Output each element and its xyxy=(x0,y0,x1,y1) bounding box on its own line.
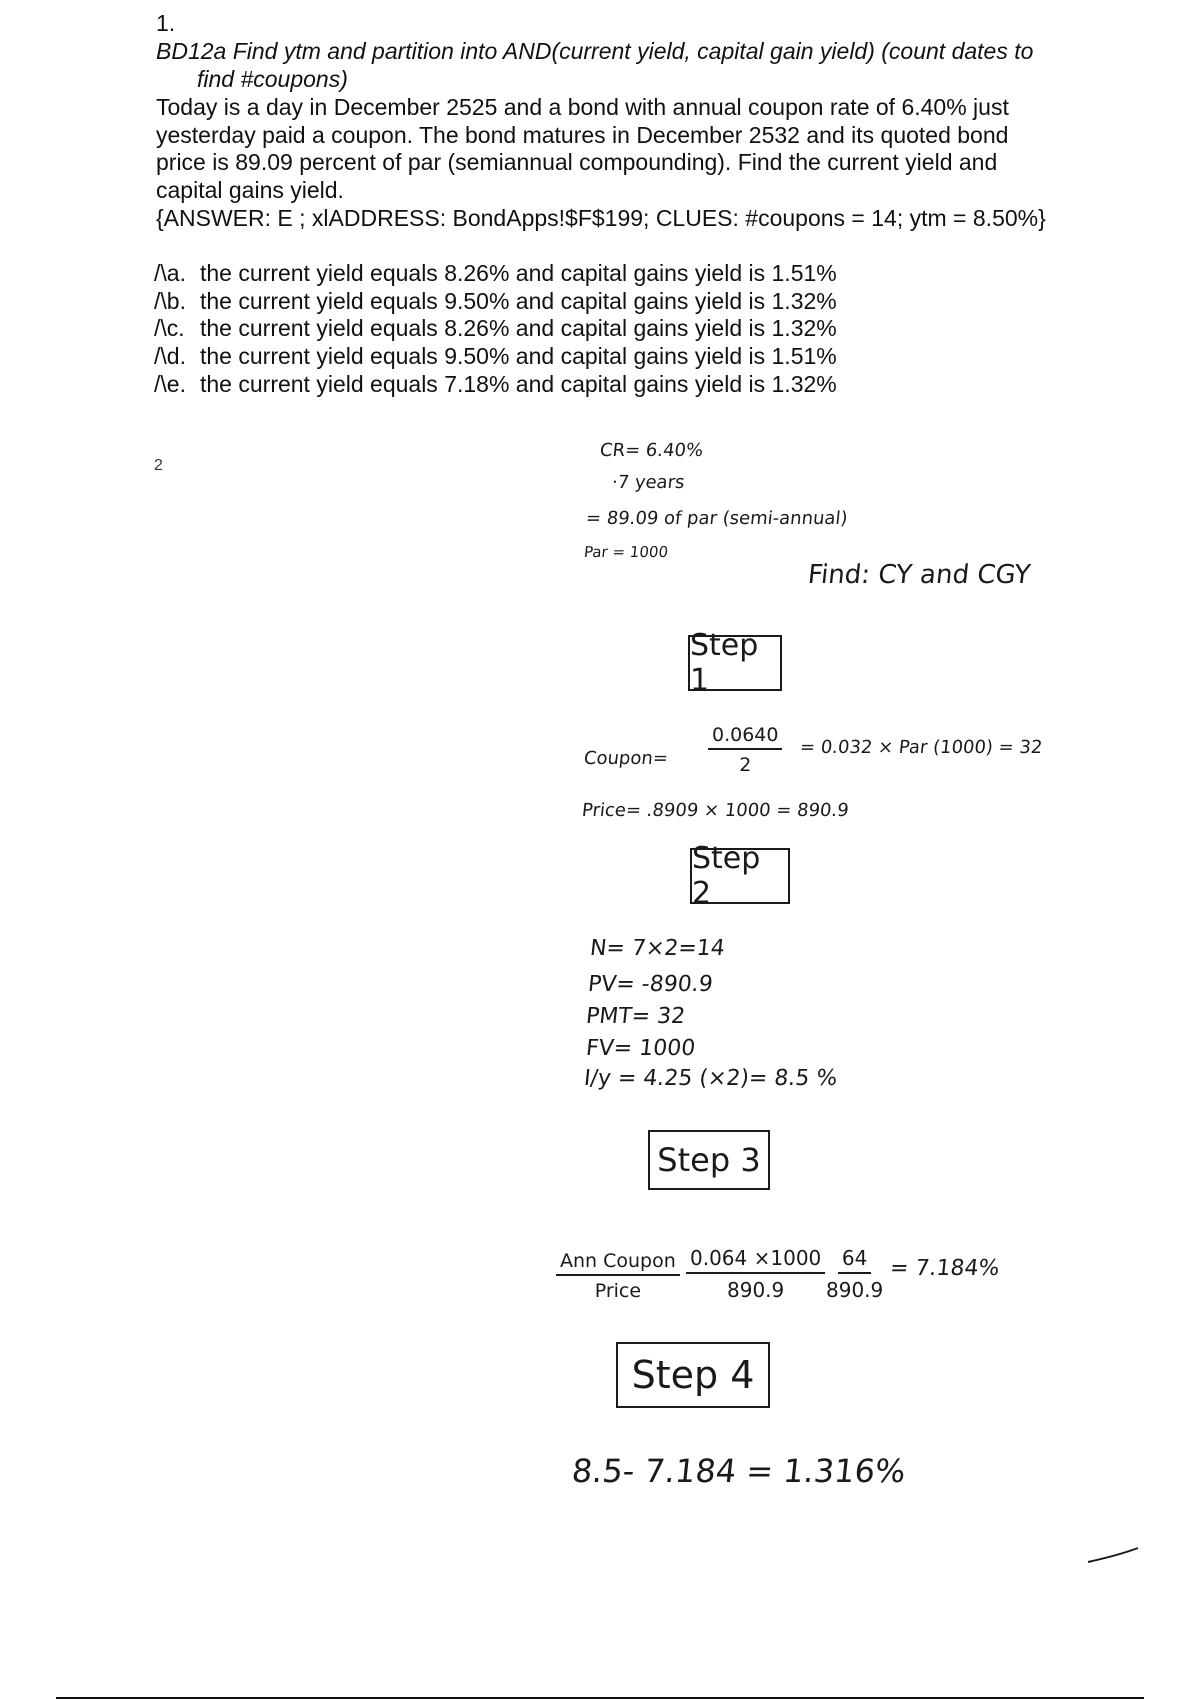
iy-value: I/y = 4.25 (×2)= 8.5 % xyxy=(582,1066,839,1091)
option-list xyxy=(154,260,837,398)
price-calc: Price= .8909 × 1000 = 890.9 xyxy=(580,800,850,821)
cy-values-denominator: 890.9 xyxy=(727,1278,785,1302)
cy-simplified-numerator: 64 xyxy=(838,1246,871,1274)
coupon-calc: = 0.032 × Par (1000) = 32 xyxy=(798,737,1044,758)
step-3-box: Step 3 xyxy=(648,1130,770,1190)
step-4-box: Step 4 xyxy=(616,1342,770,1408)
question-title-line-2: find #coupons) xyxy=(197,65,348,92)
option-letter: /\b. xyxy=(154,287,186,314)
coupon-denominator: 2 xyxy=(739,754,752,776)
capital-gains-yield-calc: 8.5- 7.184 = 1.316% xyxy=(570,1452,908,1490)
question-title xyxy=(156,38,1096,93)
cy-values-fraction xyxy=(686,1246,825,1302)
current-yield-result: = 7.184% xyxy=(888,1256,1001,1281)
given-coupon-rate: CR= 6.40% xyxy=(598,440,705,461)
option-letter: /\e. xyxy=(154,370,186,397)
cy-simplified-denominator: 890.9 xyxy=(826,1278,884,1302)
pmt-value: PMT= 32 xyxy=(584,1004,687,1029)
n-value: N= 7×2=14 xyxy=(588,936,727,961)
option-letter: /\a. xyxy=(154,260,186,286)
cy-formula-fraction xyxy=(556,1250,680,1302)
given-price: = 89.09 of par (semi-annual) xyxy=(584,508,849,529)
fv-value: FV= 1000 xyxy=(584,1036,697,1061)
find-goal: Find: CY and CGY xyxy=(806,560,1032,590)
option-text: the current yield equals 9.50% and capital gains yield is 1.32% xyxy=(200,287,837,314)
option-text: the current yield equals 9.50% and capital gains yield is 1.51% xyxy=(200,343,837,370)
option-a xyxy=(154,260,837,288)
step-1-box: Step 1 xyxy=(688,635,782,691)
option-letter: /\d. xyxy=(154,343,186,370)
option-text: the current yield equals 8.26% and capital gains yield is 1.51% xyxy=(200,260,837,286)
option-c xyxy=(154,315,837,343)
option-b xyxy=(154,288,837,316)
given-par: Par = 1000 xyxy=(583,543,669,561)
step-2-box: Step 2 xyxy=(690,848,790,904)
coupon-fraction xyxy=(708,724,782,776)
page-bottom-rule xyxy=(56,1697,1144,1699)
pen-stroke-mark xyxy=(1086,1546,1142,1566)
given-years: ·7 years xyxy=(610,472,686,493)
question-title-line-1: BD12a Find ytm and partition into AND(current yield, capital gain yield) (count dates to xyxy=(156,38,1034,64)
question-number: 1. xyxy=(156,10,176,36)
pv-value: PV= -890.9 xyxy=(586,972,714,997)
coupon-label: Coupon= xyxy=(582,748,670,769)
option-letter: /\c. xyxy=(154,315,185,342)
answer-key: {ANSWER: E ; xlADDRESS: BondApps!$F$199; CLUES: #coupons = 14; ytm = 8.50%} xyxy=(156,205,1046,231)
cy-simplified-fraction xyxy=(826,1246,883,1302)
option-text: the current yield equals 8.26% and capital gains yield is 1.32% xyxy=(200,315,837,342)
coupon-numerator: 0.0640 xyxy=(708,724,782,750)
cy-formula-denominator: Price xyxy=(594,1280,642,1302)
option-text: the current yield equals 7.18% and capital gains yield is 1.32% xyxy=(200,370,837,397)
cy-formula-numerator: Ann Coupon xyxy=(556,1250,680,1276)
option-e xyxy=(154,371,837,399)
cy-values-numerator: 0.064 ×1000 xyxy=(686,1246,825,1274)
option-d xyxy=(154,343,837,371)
next-question-number: 2 xyxy=(154,457,163,474)
question-body: Today is a day in December 2525 and a bond with annual coupon rate of 6.40% just yesterday paid a coupon. The bond matures in December 2532 and its quoted bond price is 89.09 percent of par (semiannual compounding). Find the current yield and capital gains yield. xyxy=(156,94,1009,203)
